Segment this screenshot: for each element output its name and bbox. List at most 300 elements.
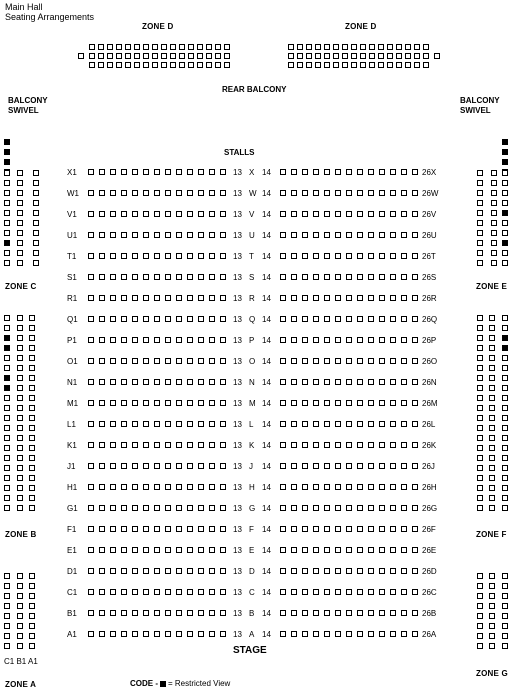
seat-w-left[interactable] [110,190,116,196]
seat-n-left[interactable] [154,379,160,385]
zone-f-seat[interactable] [477,445,483,451]
zone-f-seat[interactable] [477,375,483,381]
seat-a-left[interactable] [209,631,215,637]
zone-a-seat[interactable] [4,633,10,639]
seat-g-left[interactable] [220,505,226,511]
zone-d-right-seat[interactable] [288,62,294,68]
zone-d-left-seat[interactable] [125,44,131,50]
zone-c-seat[interactable] [4,220,10,226]
seat-j-left[interactable] [110,463,116,469]
zone-d-left-seat[interactable] [188,53,194,59]
zone-f-seat[interactable] [502,395,508,401]
seat-f-right[interactable] [390,526,396,532]
seat-r-left[interactable] [88,295,94,301]
seat-c-right[interactable] [357,589,363,595]
seat-f-left[interactable] [143,526,149,532]
seat-g-right[interactable] [280,505,286,511]
zone-c-seat[interactable] [4,230,10,236]
seat-s-right[interactable] [335,274,341,280]
zone-b-seat[interactable] [17,455,23,461]
seat-n-right[interactable] [357,379,363,385]
seat-q-right[interactable] [335,316,341,322]
seat-v-left[interactable] [121,211,127,217]
seat-s-left[interactable] [99,274,105,280]
seat-k-left[interactable] [110,442,116,448]
zone-f-seat[interactable] [489,385,495,391]
seat-o-left[interactable] [220,358,226,364]
seat-q-left[interactable] [121,316,127,322]
zone-d-left-seat[interactable] [152,44,158,50]
seat-t-left[interactable] [165,253,171,259]
zone-b-seat[interactable] [4,315,10,321]
seat-p-right[interactable] [401,337,407,343]
seat-e-left[interactable] [187,547,193,553]
seat-v-right[interactable] [335,211,341,217]
zone-b-seat[interactable] [4,385,10,391]
zone-d-right-seat[interactable] [396,53,402,59]
zone-d-right-seat[interactable] [324,53,330,59]
seat-r-right[interactable] [313,295,319,301]
zone-a-seat[interactable] [29,643,35,649]
seat-m-right[interactable] [324,400,330,406]
seat-h-left[interactable] [99,484,105,490]
seat-d-right[interactable] [324,568,330,574]
seat-x-left[interactable] [132,169,138,175]
zone-f-seat[interactable] [502,465,508,471]
zone-c-seat[interactable] [4,210,10,216]
seat-w-right[interactable] [280,190,286,196]
seat-s-left[interactable] [187,274,193,280]
seat-q-left[interactable] [132,316,138,322]
zone-b-seat[interactable] [29,355,35,361]
seat-j-right[interactable] [368,463,374,469]
seat-o-left[interactable] [209,358,215,364]
zone-c-seat[interactable] [17,260,23,266]
seat-m-left[interactable] [132,400,138,406]
seat-k-left[interactable] [165,442,171,448]
zone-b-seat[interactable] [4,335,10,341]
seat-f-left[interactable] [209,526,215,532]
seat-s-right[interactable] [302,274,308,280]
zone-d-left-seat[interactable] [179,44,185,50]
seat-o-left[interactable] [154,358,160,364]
zone-d-left-seat[interactable] [224,62,230,68]
seat-r-right[interactable] [302,295,308,301]
seat-e-right[interactable] [401,547,407,553]
zone-a-seat[interactable] [17,583,23,589]
seat-k-right[interactable] [412,442,418,448]
zone-d-right-seat[interactable] [387,53,393,59]
seat-e-left[interactable] [176,547,182,553]
seat-p-left[interactable] [209,337,215,343]
zone-a-seat[interactable] [29,583,35,589]
seat-b-right[interactable] [357,610,363,616]
zone-b-seat[interactable] [17,335,23,341]
zone-c-seat[interactable] [17,180,23,186]
zone-a-seat[interactable] [29,603,35,609]
zone-d-left-seat[interactable] [161,62,167,68]
zone-b-seat[interactable] [17,405,23,411]
seat-s-right[interactable] [291,274,297,280]
zone-d-left-seat[interactable] [179,53,185,59]
zone-c-seat[interactable] [4,260,10,266]
seat-o-left[interactable] [176,358,182,364]
seat-t-left[interactable] [143,253,149,259]
zone-f-seat[interactable] [502,435,508,441]
seat-f-left[interactable] [110,526,116,532]
seat-j-right[interactable] [313,463,319,469]
zone-b-seat[interactable] [29,345,35,351]
seat-b-left[interactable] [220,610,226,616]
seat-p-right[interactable] [302,337,308,343]
seat-f-right[interactable] [291,526,297,532]
seat-h-left[interactable] [110,484,116,490]
seat-h-left[interactable] [220,484,226,490]
seat-v-left[interactable] [209,211,215,217]
zone-b-seat[interactable] [4,485,10,491]
seat-o-right[interactable] [302,358,308,364]
seat-w-right[interactable] [335,190,341,196]
seat-s-right[interactable] [280,274,286,280]
seat-q-right[interactable] [412,316,418,322]
seat-g-right[interactable] [302,505,308,511]
zone-d-right-seat[interactable] [342,62,348,68]
seat-b-left[interactable] [143,610,149,616]
zone-f-seat[interactable] [502,385,508,391]
seat-n-left[interactable] [132,379,138,385]
seat-p-left[interactable] [165,337,171,343]
seat-x-right[interactable] [313,169,319,175]
seat-o-right[interactable] [335,358,341,364]
zone-d-left-seat[interactable] [116,44,122,50]
seat-g-right[interactable] [335,505,341,511]
zone-b-seat[interactable] [17,425,23,431]
seat-d-right[interactable] [346,568,352,574]
seat-b-left[interactable] [154,610,160,616]
zone-f-seat[interactable] [477,425,483,431]
seat-t-left[interactable] [176,253,182,259]
seat-b-left[interactable] [132,610,138,616]
seat-f-right[interactable] [357,526,363,532]
seat-h-right[interactable] [368,484,374,490]
seat-e-right[interactable] [291,547,297,553]
seat-q-left[interactable] [154,316,160,322]
zone-d-left-seat[interactable] [143,62,149,68]
zone-d-left-seat[interactable] [107,62,113,68]
seat-b-left[interactable] [176,610,182,616]
zone-b-seat[interactable] [4,465,10,471]
zone-d-right-seat[interactable] [414,44,420,50]
zone-d-left-seat[interactable] [188,62,194,68]
seat-v-right[interactable] [379,211,385,217]
seat-w-left[interactable] [154,190,160,196]
seat-b-right[interactable] [346,610,352,616]
seat-u-left[interactable] [143,232,149,238]
seat-o-right[interactable] [412,358,418,364]
seat-f-left[interactable] [176,526,182,532]
seat-g-left[interactable] [121,505,127,511]
seat-u-left[interactable] [165,232,171,238]
seat-o-left[interactable] [121,358,127,364]
seat-r-left[interactable] [132,295,138,301]
zone-g-seat[interactable] [477,583,483,589]
seat-w-right[interactable] [401,190,407,196]
zone-g-seat[interactable] [502,593,508,599]
seat-a-right[interactable] [324,631,330,637]
seat-v-left[interactable] [143,211,149,217]
seat-q-right[interactable] [313,316,319,322]
seat-h-left[interactable] [154,484,160,490]
zone-d-right-seat[interactable] [414,53,420,59]
zone-e-seat[interactable] [502,260,508,266]
seat-g-left[interactable] [187,505,193,511]
seat-t-right[interactable] [280,253,286,259]
seat-x-right[interactable] [368,169,374,175]
seat-q-left[interactable] [165,316,171,322]
seat-l-left[interactable] [143,421,149,427]
seat-c-right[interactable] [346,589,352,595]
seat-j-right[interactable] [335,463,341,469]
seat-g-right[interactable] [346,505,352,511]
seat-o-right[interactable] [357,358,363,364]
seat-f-left[interactable] [198,526,204,532]
seat-j-left[interactable] [99,463,105,469]
seat-b-right[interactable] [368,610,374,616]
seat-r-left[interactable] [165,295,171,301]
seat-m-right[interactable] [357,400,363,406]
seat-g-right[interactable] [324,505,330,511]
seat-q-right[interactable] [379,316,385,322]
zone-f-seat[interactable] [502,445,508,451]
zone-a-seat[interactable] [17,643,23,649]
seat-c-left[interactable] [187,589,193,595]
seat-x-left[interactable] [198,169,204,175]
zone-d-right-seat[interactable] [405,44,411,50]
zone-f-seat[interactable] [502,505,508,511]
zone-e-seat[interactable] [491,240,497,246]
zone-a-seat[interactable] [4,573,10,579]
zone-f-seat[interactable] [489,325,495,331]
seat-d-left[interactable] [143,568,149,574]
seat-f-right[interactable] [302,526,308,532]
seat-r-left[interactable] [110,295,116,301]
seat-x-left[interactable] [110,169,116,175]
zone-e-seat[interactable] [477,170,483,176]
zone-e-seat[interactable] [502,190,508,196]
zone-d-right-seat[interactable] [315,53,321,59]
zone-e-seat[interactable] [491,250,497,256]
seat-r-left[interactable] [198,295,204,301]
zone-c-seat[interactable] [17,210,23,216]
seat-n-left[interactable] [165,379,171,385]
seat-j-left[interactable] [143,463,149,469]
zone-e-seat[interactable] [502,220,508,226]
seat-u-right[interactable] [324,232,330,238]
seat-l-left[interactable] [198,421,204,427]
balcony-swivel-left-seat[interactable] [4,139,10,145]
zone-b-seat[interactable] [29,505,35,511]
seat-k-left[interactable] [121,442,127,448]
zone-a-seat[interactable] [4,593,10,599]
zone-b-seat[interactable] [29,445,35,451]
zone-d-right-seat[interactable] [288,53,294,59]
seat-k-right[interactable] [335,442,341,448]
zone-b-seat[interactable] [4,455,10,461]
seat-g-left[interactable] [165,505,171,511]
seat-j-right[interactable] [324,463,330,469]
zone-f-seat[interactable] [502,375,508,381]
seat-n-right[interactable] [401,379,407,385]
seat-j-right[interactable] [291,463,297,469]
zone-a-seat[interactable] [29,623,35,629]
zone-f-seat[interactable] [477,345,483,351]
zone-b-seat[interactable] [17,415,23,421]
zone-b-seat[interactable] [29,325,35,331]
seat-t-right[interactable] [335,253,341,259]
zone-a-seat[interactable] [17,593,23,599]
zone-b-seat[interactable] [17,325,23,331]
zone-d-right-seat[interactable] [396,62,402,68]
seat-g-right[interactable] [390,505,396,511]
seat-b-right[interactable] [280,610,286,616]
zone-d-left-seat[interactable] [188,44,194,50]
seat-n-left[interactable] [88,379,94,385]
seat-j-left[interactable] [88,463,94,469]
seat-x-left[interactable] [121,169,127,175]
seat-m-right[interactable] [335,400,341,406]
seat-s-right[interactable] [313,274,319,280]
zone-a-seat[interactable] [29,573,35,579]
seat-n-left[interactable] [99,379,105,385]
seat-l-left[interactable] [165,421,171,427]
seat-j-right[interactable] [302,463,308,469]
seat-f-right[interactable] [368,526,374,532]
zone-b-seat[interactable] [4,475,10,481]
zone-b-seat[interactable] [17,315,23,321]
seat-u-right[interactable] [379,232,385,238]
zone-b-seat[interactable] [4,405,10,411]
zone-f-seat[interactable] [502,335,508,341]
zone-b-seat[interactable] [17,475,23,481]
zone-d-right-seat[interactable] [297,62,303,68]
seat-d-right[interactable] [401,568,407,574]
seat-d-left[interactable] [176,568,182,574]
zone-c-seat[interactable] [33,170,39,176]
seat-u-left[interactable] [220,232,226,238]
seat-k-left[interactable] [176,442,182,448]
seat-d-right[interactable] [379,568,385,574]
seat-g-right[interactable] [291,505,297,511]
seat-w-right[interactable] [390,190,396,196]
seat-b-left[interactable] [88,610,94,616]
seat-c-left[interactable] [176,589,182,595]
zone-f-seat[interactable] [489,405,495,411]
seat-l-left[interactable] [88,421,94,427]
seat-n-right[interactable] [412,379,418,385]
seat-m-left[interactable] [143,400,149,406]
seat-c-right[interactable] [291,589,297,595]
seat-a-right[interactable] [368,631,374,637]
zone-b-seat[interactable] [4,365,10,371]
seat-d-left[interactable] [99,568,105,574]
zone-d-right-seat[interactable] [360,44,366,50]
seat-v-left[interactable] [88,211,94,217]
seat-a-left[interactable] [154,631,160,637]
zone-d-right-seat[interactable] [360,53,366,59]
seat-v-left[interactable] [220,211,226,217]
seat-v-left[interactable] [110,211,116,217]
zone-f-seat[interactable] [489,345,495,351]
zone-d-right-seat[interactable] [387,62,393,68]
seat-j-left[interactable] [198,463,204,469]
zone-d-left-seat[interactable] [107,44,113,50]
zone-e-seat[interactable] [477,180,483,186]
seat-w-left[interactable] [143,190,149,196]
zone-c-seat[interactable] [4,240,10,246]
seat-g-left[interactable] [154,505,160,511]
seat-b-left[interactable] [198,610,204,616]
seat-l-left[interactable] [176,421,182,427]
seat-p-right[interactable] [313,337,319,343]
seat-c-right[interactable] [302,589,308,595]
zone-g-seat[interactable] [489,593,495,599]
zone-f-seat[interactable] [477,465,483,471]
seat-l-right[interactable] [280,421,286,427]
seat-u-right[interactable] [401,232,407,238]
seat-g-right[interactable] [357,505,363,511]
zone-b-seat[interactable] [29,415,35,421]
zone-g-seat[interactable] [477,603,483,609]
zone-d-left-seat[interactable] [143,44,149,50]
seat-n-right[interactable] [313,379,319,385]
zone-e-seat[interactable] [491,180,497,186]
seat-a-right[interactable] [357,631,363,637]
seat-w-left[interactable] [220,190,226,196]
zone-f-seat[interactable] [502,365,508,371]
zone-d-left-seat[interactable] [152,62,158,68]
seat-j-right[interactable] [346,463,352,469]
seat-u-right[interactable] [313,232,319,238]
seat-x-right[interactable] [291,169,297,175]
seat-h-right[interactable] [291,484,297,490]
zone-f-seat[interactable] [489,425,495,431]
zone-c-seat[interactable] [17,170,23,176]
zone-f-seat[interactable] [502,485,508,491]
seat-p-right[interactable] [412,337,418,343]
seat-v-right[interactable] [324,211,330,217]
seat-l-left[interactable] [220,421,226,427]
seat-r-left[interactable] [187,295,193,301]
seat-q-right[interactable] [291,316,297,322]
zone-b-seat[interactable] [17,445,23,451]
seat-l-right[interactable] [313,421,319,427]
seat-h-right[interactable] [302,484,308,490]
seat-a-right[interactable] [313,631,319,637]
zone-f-seat[interactable] [477,405,483,411]
seat-l-right[interactable] [412,421,418,427]
seat-m-right[interactable] [346,400,352,406]
zone-f-seat[interactable] [489,335,495,341]
seat-c-left[interactable] [165,589,171,595]
zone-d-right-seat[interactable] [405,62,411,68]
seat-v-right[interactable] [346,211,352,217]
zone-b-seat[interactable] [29,315,35,321]
seat-r-right[interactable] [379,295,385,301]
seat-n-right[interactable] [324,379,330,385]
seat-b-right[interactable] [291,610,297,616]
seat-o-right[interactable] [346,358,352,364]
zone-d-right-seat[interactable] [378,53,384,59]
